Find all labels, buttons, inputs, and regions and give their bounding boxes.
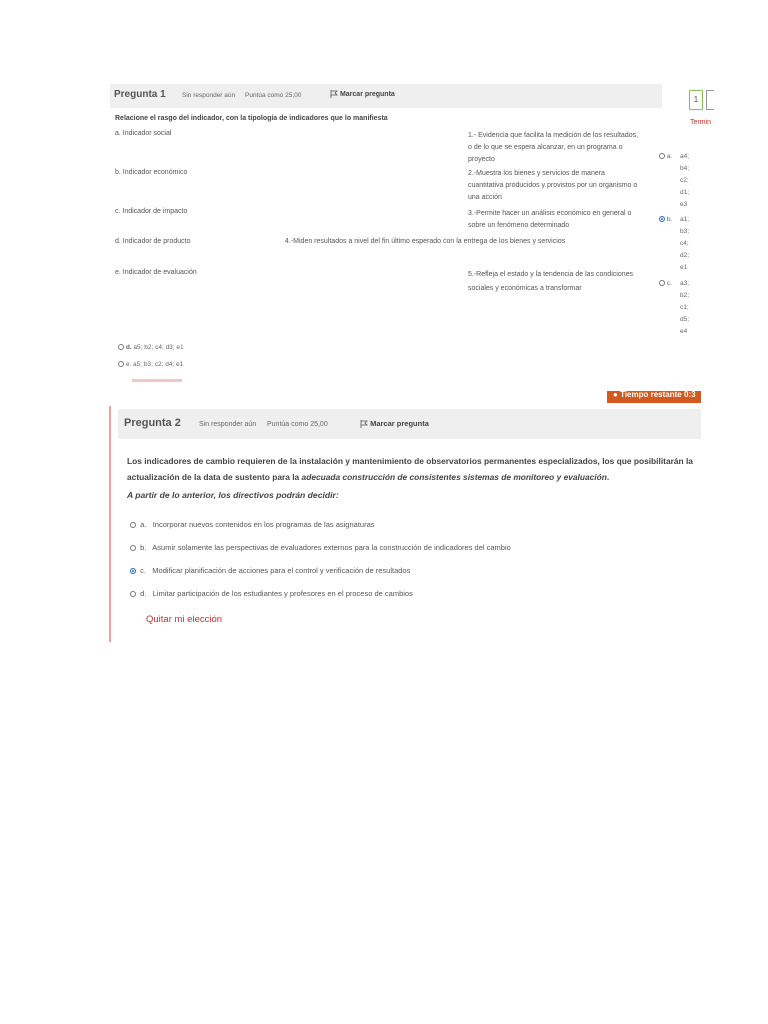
q2-prompt-emphasis: adecuada construcción de consistentes sistemas de monitoreo y evaluación	[301, 472, 607, 482]
q1-side-line: c1;	[680, 304, 689, 311]
q1-right-item-1-line: 1.- Evidencia que facilita la medición de los resultados,	[468, 132, 639, 139]
q2-option-c[interactable]	[130, 566, 410, 575]
q2-flag-label: Marcar pregunta	[370, 419, 429, 428]
q1-score: Puntúa como 25,00	[245, 92, 302, 99]
flag-icon	[360, 420, 368, 428]
q1-side-line: a3;	[680, 280, 690, 287]
q1-side-radio-a[interactable]	[659, 153, 665, 159]
flag-icon	[330, 90, 338, 98]
q1-side-option-b-lines	[680, 214, 689, 274]
nav-question-1[interactable]: 1	[689, 90, 703, 110]
q1-side-option-b[interactable]	[659, 214, 672, 226]
q1-side-line: c4;	[680, 240, 689, 247]
q2-option-letter: d.	[140, 589, 147, 598]
q2-radio-c[interactable]	[130, 568, 136, 574]
q1-side-line: b4;	[680, 165, 690, 172]
q2-prompt-part: actualización de la data de sustento para la	[127, 472, 302, 482]
q1-side-option-c[interactable]	[659, 278, 672, 290]
finish-attempt-link[interactable]: Termin	[690, 119, 712, 126]
nav-question-2[interactable]	[706, 90, 714, 110]
q1-option-d[interactable]	[118, 344, 184, 351]
q1-right-item-5-line: 5.-Refleja el estado y la tendencia de las condiciones	[468, 271, 633, 278]
q1-side-letter: b.	[666, 216, 673, 223]
q1-option-letter: d.	[125, 344, 132, 351]
q2-option-letter: c.	[140, 566, 147, 575]
q1-side-line: a4;	[680, 153, 690, 160]
q2-option-text: Asumir solamente las perspectivas de evaluadores externos para la construcción de indicadores del cambio	[152, 543, 511, 552]
q1-side-line: e3	[680, 201, 688, 208]
q2-option-b[interactable]	[130, 543, 511, 552]
q1-right-item-2-line: 2.-Muestra los bienes y servicios de manera	[468, 170, 605, 177]
q1-right-item-3	[468, 208, 631, 232]
q1-option-text: a5; b3; c2; d4; e1	[133, 361, 184, 368]
q1-side-line: d5;	[680, 316, 690, 323]
q1-side-radio-b[interactable]	[659, 216, 665, 222]
q1-right-item-4: 4.-Miden resultados a nivel del fin último esperado con la entrega de los bienes y servicios	[285, 238, 566, 245]
q1-side-option-c-lines	[680, 278, 689, 338]
q2-radio-d[interactable]	[130, 591, 136, 597]
q2-option-text: Incorporar nuevos contenidos en los programas de las asignaturas	[152, 520, 375, 529]
q1-side-line: e4	[680, 328, 688, 335]
q2-radio-b[interactable]	[130, 545, 136, 551]
q1-radio-e[interactable]	[118, 361, 124, 367]
q1-right-item-2	[468, 168, 637, 204]
q1-right-item-5-line: sociales y económicas a transformar	[468, 285, 582, 292]
clear-choice-link[interactable]: Quitar mi elección	[146, 614, 223, 625]
q1-right-item-2-line: cuantitativa producidos y provistos por un organismo o	[468, 182, 638, 189]
q1-option-e[interactable]	[118, 361, 183, 368]
q2-prompt	[127, 453, 699, 485]
q2-status: Sin responder aún	[199, 421, 257, 428]
q1-side-option-a-lines	[680, 151, 689, 211]
q1-option-text: a5; b2; c4; d3; e1	[133, 344, 184, 351]
time-remaining-label: Tiempo restante 0:3	[620, 391, 696, 399]
q1-side-line: d2;	[680, 252, 690, 259]
q1-left-item-b: b. Indicador económico	[115, 169, 188, 176]
q1-left-item-c: c. Indicador de impacto	[115, 208, 188, 215]
q1-flag-button[interactable]	[330, 90, 395, 98]
q1-right-item-5	[468, 268, 633, 296]
q1-right-item-1-line: proyecto	[468, 156, 495, 163]
q2-prompt-line	[127, 469, 699, 485]
q1-right-item-1	[468, 130, 638, 166]
q1-side-line: a1;	[680, 216, 690, 223]
clock-icon: ●	[613, 391, 618, 399]
q2-subprompt: A partir de lo anterior, los directivos podrán decidir:	[127, 490, 339, 500]
q1-side-line: b2;	[680, 292, 690, 299]
q1-left-item-a: a. Indicador social	[115, 130, 172, 137]
q2-option-letter: a.	[140, 520, 147, 529]
q2-option-d[interactable]	[130, 589, 413, 598]
q1-side-radio-c[interactable]	[659, 280, 665, 286]
q1-left-item-e: e. Indicador de evaluación	[115, 269, 197, 276]
q1-left-item-d: d. Indicador de producto	[115, 238, 191, 245]
q1-title: Pregunta 1	[114, 89, 166, 100]
q2-option-text: Limitar participación de los estudiantes y profesores en el proceso de cambios	[152, 589, 413, 598]
q2-score: Puntúa como 25,00	[267, 421, 328, 428]
q1-side-line: c2;	[680, 177, 689, 184]
q1-status: Sin responder aún	[182, 92, 236, 99]
q1-side-line: b3;	[680, 228, 690, 235]
q1-side-letter: c.	[666, 280, 672, 287]
clear-choice-fragment	[132, 379, 182, 382]
q1-right-item-3-line: 3.-Permite hacer un análisis económico en general o	[468, 210, 632, 217]
q2-option-text: Modificar planificación de acciones para el control y verificación de resultados	[152, 566, 411, 575]
q1-option-letter: e.	[125, 361, 132, 368]
q1-flag-label: Marcar pregunta	[339, 90, 395, 98]
q1-right-item-2-line: una acción	[468, 194, 502, 201]
q2-flag-button[interactable]	[360, 419, 429, 428]
q1-side-line: d1;	[680, 189, 690, 196]
q2-prompt-line: Los indicadores de cambio requieren de la instalación y mantenimiento de observatorios permanentes especializados, los que posibilitarán la	[127, 456, 693, 466]
q2-option-letter: b.	[140, 543, 147, 552]
q1-side-letter: a.	[666, 153, 673, 160]
question-2-left-border	[109, 406, 111, 642]
q1-side-option-a[interactable]	[659, 151, 672, 163]
q1-prompt: Relacione el rasgo del indicador, con la tipología de indicadores que lo manifiesta	[115, 115, 388, 122]
q1-side-line: e1	[680, 264, 688, 271]
q1-radio-d[interactable]	[118, 344, 124, 350]
q2-title: Pregunta 2	[124, 417, 181, 429]
q1-right-item-3-line: sobre un fenómeno determinado	[468, 222, 570, 229]
q2-option-a[interactable]	[130, 520, 375, 529]
q1-right-item-1-line: o de lo que se espera alcanzar, en un programa o	[468, 144, 623, 151]
q2-radio-a[interactable]	[130, 522, 136, 528]
time-remaining-badge	[607, 391, 701, 403]
q2-prompt-part: .	[606, 472, 610, 482]
